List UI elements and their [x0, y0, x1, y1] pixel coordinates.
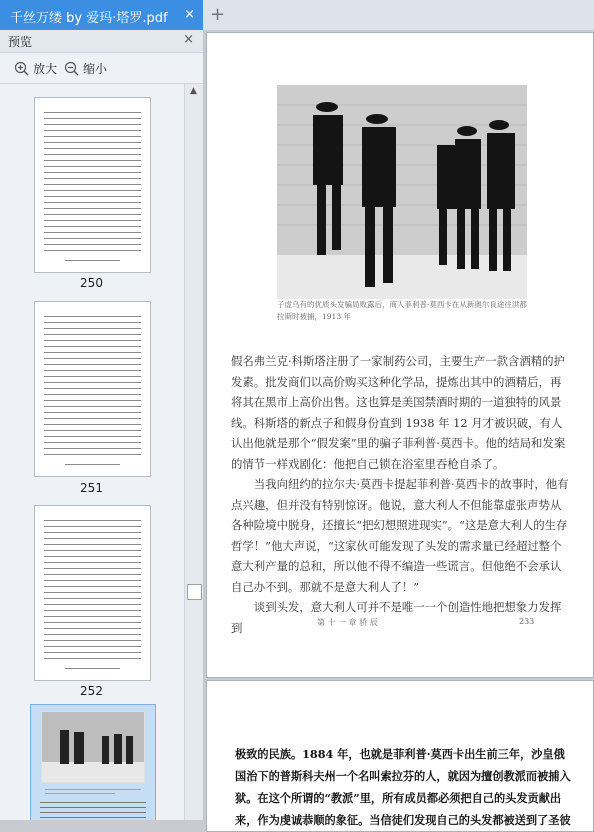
scroll-up-icon[interactable]: ▲ [190, 86, 197, 96]
thumbnail-text-line [44, 604, 141, 605]
thumbnail-text-line [44, 148, 141, 149]
page-thumbnail[interactable] [34, 301, 151, 477]
thumbnail-text-line [44, 646, 141, 647]
document-page [206, 680, 594, 832]
thumbnail-text-line [44, 418, 141, 419]
thumbnail-text-line [44, 406, 141, 407]
thumbnail-text-line [44, 196, 141, 197]
thumbnail-text-line [44, 640, 141, 641]
thumbnail-text-line [44, 538, 141, 539]
document-page [206, 32, 594, 678]
thumbnail-text-line [44, 112, 141, 113]
page-thumbnail[interactable] [34, 505, 151, 681]
thumbnail-text-line [44, 532, 141, 533]
photo-caption [277, 299, 537, 323]
thumbnail-text-line [44, 364, 141, 365]
thumbnail-text-line [44, 616, 141, 617]
thumbnail-text-line [44, 544, 141, 545]
street-scene-image [277, 85, 527, 299]
thumbnail-text-line [44, 454, 141, 455]
page-number: 233 [519, 617, 535, 626]
thumbnail-text-line [44, 190, 141, 191]
thumbnail-text-line [44, 166, 141, 167]
thumbnail-text-line [44, 520, 141, 521]
scrollbar-thumb[interactable] [187, 584, 202, 600]
page-body-text [231, 351, 571, 638]
historical-photo [277, 85, 527, 299]
thumbnail-text-line [44, 124, 141, 125]
sidebar-close-icon[interactable]: × [183, 32, 194, 47]
thumbnail-text-line [44, 658, 141, 659]
caption-line: 拉斯时被捕，1913 年 [277, 312, 351, 321]
thumbnail-text-line [44, 142, 141, 143]
thumbnail-text-line [44, 622, 141, 623]
paragraph: 当我向纽约的拉尔夫·莫西卡提起菲利普·莫西卡的故事时，他有点兴趣，但并没有特别惊讶。他说，意大利人不但能靠虚张声势从各种险境中脱身，还擅长“把幻想照进现实”。“这是意大利人的生存哲学！”他大声说，“这家伙可能发现了头发的需求量已经超过整个意大利产量的总和，所以他不得不编造一些谎言。但他绝不会承认自己办不到。那就不是意大利人了！” [231, 477, 569, 594]
thumbnail-text-line [44, 610, 141, 611]
caption-line: 子虚乌有的优质头发骗局败露后，商人菲利普·莫西卡在从新奥尔良途往洪都 [277, 300, 527, 309]
thumbnail-text-line [44, 568, 141, 569]
tab-bar [0, 0, 594, 31]
thumbnail-text-line [44, 316, 141, 317]
thumbnail-text-line [44, 346, 141, 347]
zoom-out-label: 缩小 [83, 62, 108, 76]
thumbnail-text-line [44, 232, 141, 233]
thumbnail-text-line [44, 652, 141, 653]
thumbnail-text-line [44, 130, 141, 131]
thumbnail-text-line [44, 556, 141, 557]
thumbnail-text-line [44, 586, 141, 587]
thumbnail-text-line [44, 634, 141, 635]
thumbnail-text-line [44, 136, 141, 137]
thumbnail-text-line [44, 562, 141, 563]
thumbnail-text-line [44, 412, 141, 413]
paragraph: 谈到头发，意大利人可并不是唯一一个创造性地把想象力发挥到 [231, 600, 562, 635]
thumbnail-text-line [44, 328, 141, 329]
thumbnail-text-line [44, 394, 141, 395]
document-tab[interactable] [0, 0, 203, 30]
thumbnail-text-line [44, 592, 141, 593]
zoom-out-icon [64, 61, 79, 76]
thumbnail-text-line [44, 358, 141, 359]
page-thumbnail[interactable] [34, 97, 151, 273]
thumbnail-text-line [44, 550, 141, 551]
thumbnail-text-line [44, 184, 141, 185]
thumbnail-text-line [44, 376, 141, 377]
thumbnail-footer-line [65, 260, 120, 261]
page-body-text: 极致的民族。1884 年，也就是菲利普·莫西卡出生前三年，沙皇俄国治下的普斯科夫州一个名叫索拉芬的人，就因为擅创教派而被捕入狱。在这个所谓的“教派”里，所有成员都必须把自己的头发贡献出来，作为虔诚恭顺的象征。当信徒们发现自己的头发都被送到了圣彼 [235, 747, 571, 827]
thumbnail-text-line [44, 430, 141, 431]
running-footer: 第 十 一 章 骄 辰 [317, 618, 378, 627]
thumbnail-text-line [44, 322, 141, 323]
thumbnail-text-line [44, 574, 141, 575]
thumbnail-footer-line [65, 668, 120, 669]
thumbnail-text-line [44, 448, 141, 449]
thumbnail-scrollbar[interactable] [184, 84, 203, 820]
paragraph: 假名弗兰克·科斯塔注册了一家制药公司，主要生产一款含酒精的护发素。批发商们以高价购买这种化学品，提炼出其中的酒精后，再将其在黑市上高价出售。这也算是美国禁酒时期的一道独特的风景线。科斯塔的新点子和假身份直到 1938 年 12 月才被识破，有人认出他就是那个“假发案”里的骗子菲利普·莫西卡。他的结局和发案的情节一样戏剧化：他把自己锁在浴室里吞枪自杀了。 [231, 354, 566, 471]
zoom-out-button[interactable] [64, 60, 107, 77]
thumbnail-text-line [44, 424, 141, 425]
thumbnail-page-number: 250 [80, 276, 103, 290]
thumbnail-text-line [44, 214, 141, 215]
thumbnail-page-number: 252 [80, 684, 103, 698]
document-view [204, 30, 594, 827]
thumbnail-text-line [44, 580, 141, 581]
thumbnail-text-line [44, 178, 141, 179]
zoom-in-icon [14, 61, 29, 76]
thumbnail-footer-line [65, 464, 120, 465]
thumbnail-list [0, 84, 183, 820]
sidebar-title: 预览 [8, 35, 33, 49]
thumbnail-text-line [44, 352, 141, 353]
new-tab-button[interactable]: + [210, 4, 226, 25]
thumbnail-text-line [44, 526, 141, 527]
thumbnail-text-line [44, 370, 141, 371]
thumbnail-text-line [44, 238, 141, 239]
preview-sidebar [0, 30, 204, 820]
thumbnail-text-line [44, 334, 141, 335]
zoom-in-label: 放大 [33, 62, 58, 76]
thumbnail-text-line [44, 208, 141, 209]
thumbnail-text-line [44, 202, 141, 203]
thumbnail-text-line [44, 154, 141, 155]
thumbnail-text-line [44, 436, 141, 437]
thumbnail-photo [41, 711, 145, 783]
thumbnail-text-line [44, 382, 141, 383]
thumbnail-page-number: 251 [80, 481, 103, 495]
thumbnail-text-line [44, 220, 141, 221]
thumbnail-text-line [44, 340, 141, 341]
sidebar-header [0, 30, 203, 53]
thumbnail-text-line [44, 250, 141, 251]
tab-close-icon[interactable]: × [184, 7, 195, 22]
thumbnail-text-line [44, 160, 141, 161]
zoom-in-button[interactable] [14, 60, 57, 77]
tab-title[interactable]: 千丝万缕 by 爱玛·塔罗.pdf [10, 11, 168, 26]
thumbnail-text-line [44, 598, 141, 599]
thumbnail-text-line [44, 172, 141, 173]
thumbnail-text-line [44, 628, 141, 629]
zoom-toolbar [0, 53, 203, 84]
page-thumbnail-selected[interactable] [30, 704, 156, 820]
thumbnail-text-line [44, 388, 141, 389]
thumbnail-text-line [44, 244, 141, 245]
thumbnail-text-line [44, 442, 141, 443]
thumbnail-text-line [44, 226, 141, 227]
thumbnail-text-line [44, 400, 141, 401]
thumbnail-photo-figures [42, 712, 144, 782]
thumbnail-text-line [44, 118, 141, 119]
